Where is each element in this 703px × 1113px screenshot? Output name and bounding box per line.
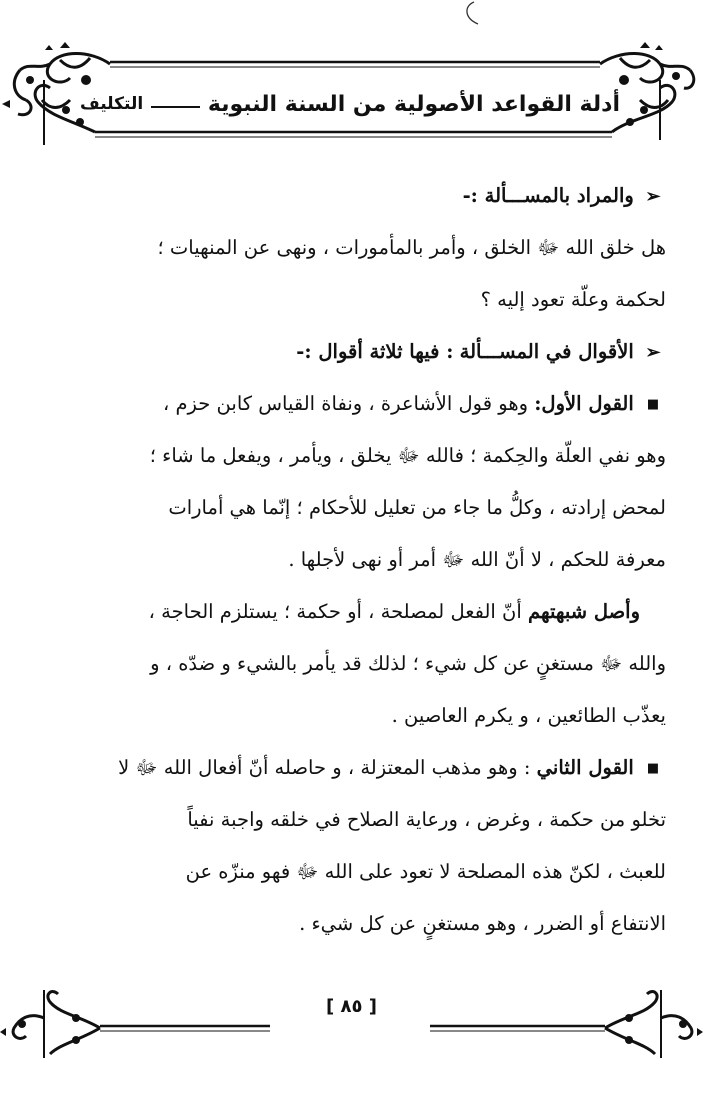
text-run: معرفة للحكم ، لا أنّ الله (470, 548, 666, 571)
section-heading-opinions (38, 326, 666, 378)
text-run: وهو قول الأشاعرة ، ونفاة القياس كابن حزم ، (162, 392, 529, 415)
honorific-glyph: ﷻ (442, 548, 465, 571)
text-run: لا (118, 756, 130, 779)
square-bullet-icon: ■ (646, 761, 660, 776)
chapter-title: التكليف (80, 94, 144, 114)
honorific-glyph: ﷻ (296, 860, 319, 883)
text-line (38, 430, 666, 482)
page-number: [ ٨٥ ] (326, 996, 377, 1017)
text-line (38, 482, 666, 534)
honorific-glyph: ﷻ (600, 652, 623, 675)
text-run: هل خلق الله (565, 236, 666, 259)
arrow-bullet-icon: ➢ (645, 186, 661, 207)
text-run: للعبث ، لكنّ هذه المصلحة لا تعود على الله (324, 860, 666, 883)
text-run: يخلق ، ويأمر ، ويفعل ما شاء ؛ (149, 444, 392, 467)
opinion-label: القول الثاني (536, 756, 634, 779)
text-line (38, 586, 666, 638)
text-run: والله (628, 652, 666, 675)
text-line (38, 742, 666, 794)
opinion-label: القول الأول: (534, 392, 634, 415)
text-run: مستغنٍ عن كل شيء ؛ لذلك قد يأمر بالشيء و ضدّه ، و (150, 652, 594, 675)
section-heading-meaning (38, 170, 666, 222)
text-line (38, 274, 666, 326)
text-run: يعذّب الطائعين ، و يكرم العاصين . (391, 704, 666, 727)
text-run: تخلو من حكمة ، وغرض ، ورعاية الصلاح في خلقه واجبة نفياً (187, 808, 666, 831)
text-line (38, 222, 666, 274)
text-line (38, 378, 666, 430)
text-line (38, 534, 666, 586)
heading-text: الأقوال في المســـألة (459, 340, 634, 363)
text-line (38, 638, 666, 690)
header-dash (151, 106, 200, 108)
text-run: لمحض إرادته ، وكلُّ ما جاء من تعليل للأحكام ؛ إنّما هي أمارات (168, 496, 666, 519)
text-run: : وهو مذهب المعتزلة ، و حاصله أنّ أفعال الله (163, 756, 531, 779)
square-bullet-icon: ■ (646, 397, 660, 412)
text-run: لحكمة وعلّة تعود إليه ؟ (480, 288, 666, 311)
text-run: أنّ الفعل لمصلحة ، أو حكمة ؛ يستلزم الحاجة ، (148, 600, 522, 623)
page-body (38, 170, 666, 950)
text-run: الخلق ، وأمر بالمأمورات ، ونهى عن المنهيات ؛ (157, 236, 532, 259)
book-title: أدلة القواعد الأصولية من السنة النبوية (207, 91, 620, 117)
text-run: الانتفاع أو الضرر ، وهو مستغنٍ عن كل شيء . (299, 912, 666, 935)
text-run: أمر أو نهى لأجلها . (288, 548, 437, 571)
opinion-label: وأصل شبهتهم (527, 600, 640, 623)
text-line (38, 794, 666, 846)
text-line (38, 898, 666, 950)
heading-text: : فيها ثلاثة أقوال :- (296, 340, 454, 363)
heading-text: والمراد بالمســـألة :- (462, 184, 634, 207)
scan-mark (458, 0, 488, 26)
text-run: فهو منزّه عن (185, 860, 291, 883)
arrow-bullet-icon: ➢ (645, 342, 661, 363)
text-line (38, 690, 666, 742)
running-header (80, 84, 620, 124)
text-run: وهو نفي العلّة والحِكمة ؛ فالله (425, 444, 666, 467)
text-line (38, 846, 666, 898)
honorific-glyph: ﷻ (537, 236, 560, 259)
honorific-glyph: ﷻ (135, 756, 158, 779)
honorific-glyph: ﷻ (397, 444, 420, 467)
